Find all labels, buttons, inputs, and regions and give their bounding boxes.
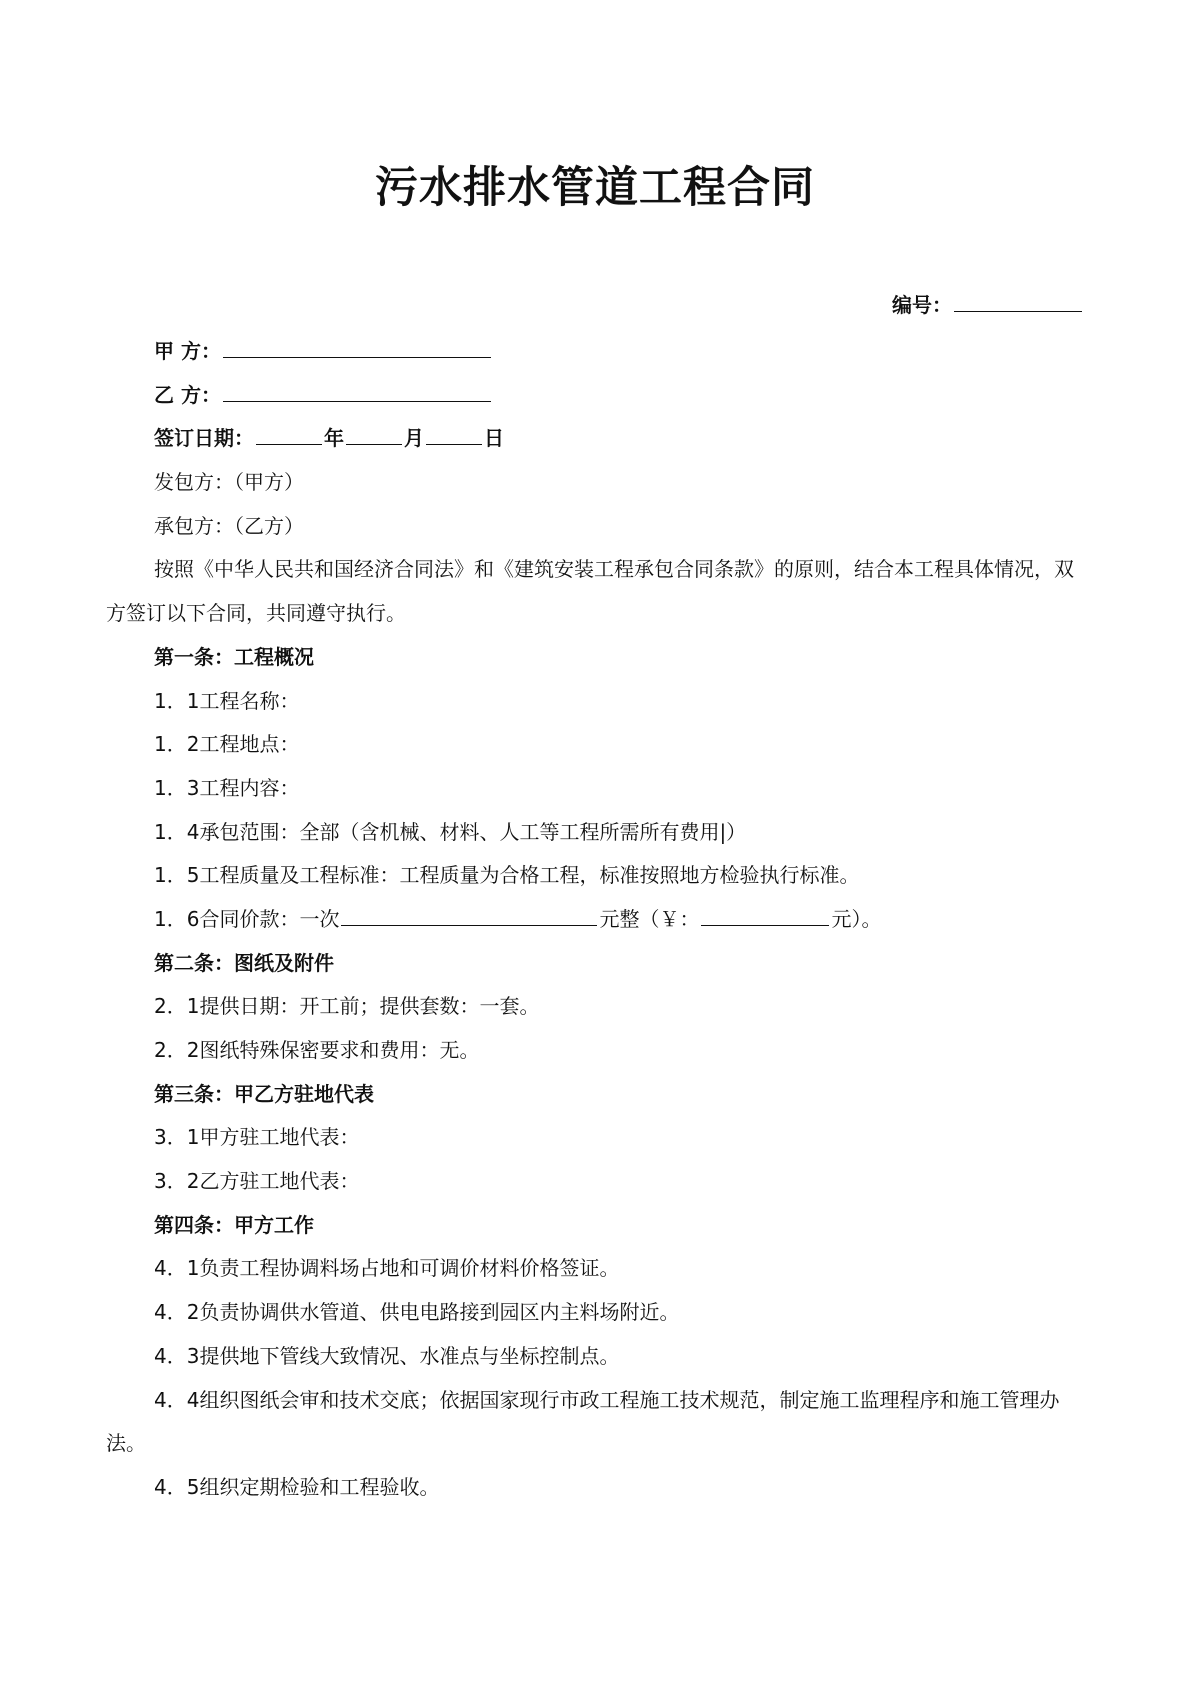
contract-number-label: 编号：: [892, 293, 952, 317]
clause-1-5: 1．5工程质量及工程标准：工程质量为合格工程，标准按照地方检验执行标准。: [154, 863, 860, 888]
year-label: 年: [324, 426, 344, 451]
article-1-heading: 第一条：工程概况: [154, 644, 314, 669]
party-a-blank: [223, 335, 491, 358]
party-a-line: [106, 330, 1084, 374]
price-mid: 元整（￥：: [599, 906, 700, 931]
party-b-blank: [223, 379, 491, 402]
clause-3-1: 3．1甲方驻工地代表：: [154, 1125, 360, 1150]
party-a-label: 甲 方：: [154, 339, 221, 363]
clause-4-5: 4．5组织定期检验和工程验收。: [154, 1474, 440, 1499]
price-words-blank: [341, 903, 597, 926]
clause-3-2: 3．2乙方驻工地代表：: [154, 1169, 360, 1194]
clause-1-6: [106, 898, 1084, 942]
article-4-heading: 第四条：甲方工作: [154, 1212, 314, 1237]
clause-4-2: 4．2负责协调供水管道、供电电路接到园区内主料场附近。: [154, 1300, 680, 1325]
clause-1-4: 1．4承包范围：全部（含机械、材料、人工等工程所需所有费用|）: [154, 819, 747, 844]
clause-4-4: 4．4组织图纸会审和技术交底；依据国家现行市政工程施工技术规范，制定施工监理程序和施工管理办法。: [106, 1387, 1060, 1456]
employer-line: 发包方：（甲方）: [154, 470, 304, 495]
month-label: 月: [404, 426, 424, 451]
contract-number-line: [892, 289, 1084, 321]
clause-2-1: 2．1提供日期：开工前；提供套数：一套。: [154, 994, 540, 1019]
contract-number-blank: [954, 289, 1082, 312]
contract-body: [106, 330, 1084, 1510]
document-title: 污水排水管道工程合同: [375, 163, 815, 213]
year-blank: [256, 422, 322, 445]
intro-paragraph: 按照《中华人民共和国经济合同法》和《建筑安装工程承包合同条款》的原则，结合本工程具体情况，双方签订以下合同，共同遵守执行。: [106, 557, 1074, 626]
article-2-heading: 第二条：图纸及附件: [154, 950, 334, 975]
party-b-label: 乙 方：: [154, 382, 221, 407]
clause-4-3: 4．3提供地下管线大致情况、水准点与坐标控制点。: [154, 1343, 620, 1368]
party-b-line: [106, 374, 1084, 418]
sign-date-line: [106, 417, 1084, 461]
sign-date-label: 签订日期：: [154, 426, 254, 451]
price-suffix: 元）。: [831, 906, 882, 931]
month-blank: [346, 422, 402, 445]
day-label: 日: [484, 426, 504, 451]
clause-1-1: 1．1工程名称：: [154, 688, 300, 713]
clause-2-2: 2．2图纸特殊保密要求和费用：无。: [154, 1038, 480, 1063]
article-3-heading: 第三条：甲乙方驻地代表: [154, 1081, 374, 1106]
clause-1-3: 1．3工程内容：: [154, 775, 300, 800]
price-prefix: 1．6合同价款：一次: [154, 906, 340, 931]
clause-4-1: 4．1负责工程协调料场占地和可调价材料价格签证。: [154, 1256, 620, 1281]
price-amount-blank: [701, 903, 829, 926]
clause-1-2: 1．2工程地点：: [154, 732, 300, 757]
day-blank: [426, 422, 482, 445]
contractor-line: 承包方：（乙方）: [154, 513, 304, 538]
